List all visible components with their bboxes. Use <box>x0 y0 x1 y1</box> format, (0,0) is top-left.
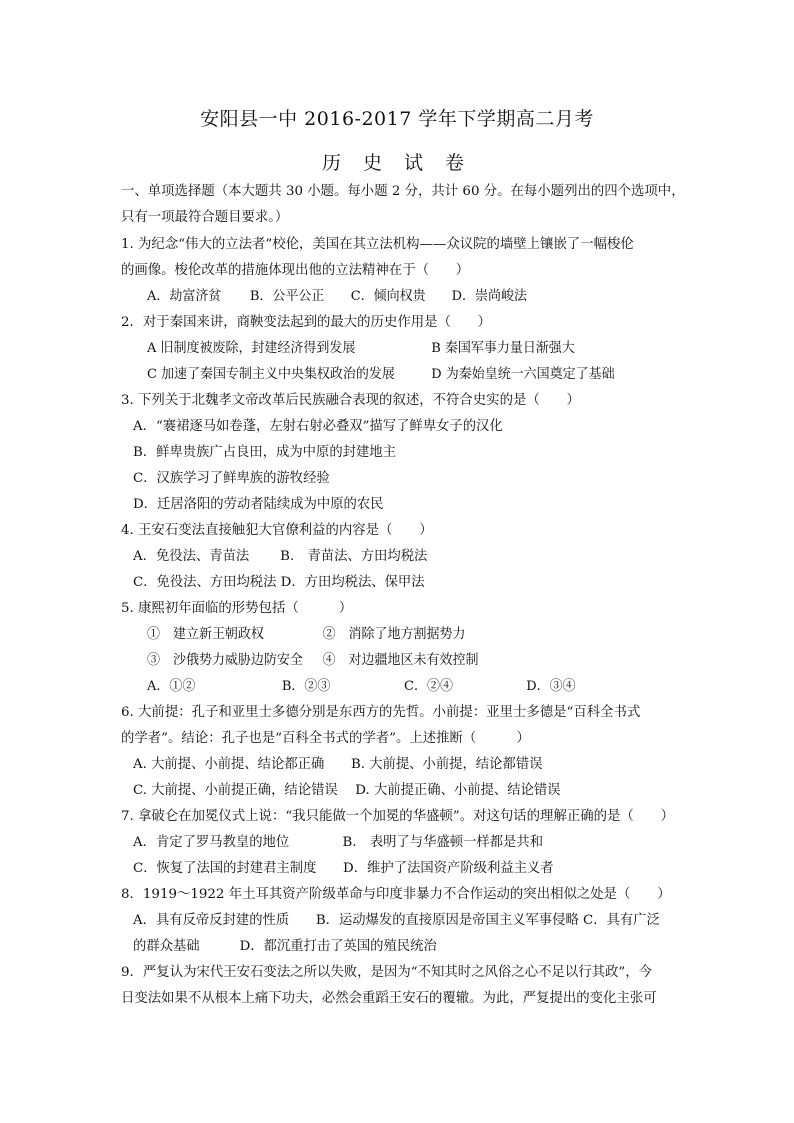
question-7-stem: 7. 拿破仑在加冕仪式上说：“我只能做一个加冕的华盛顿”。对这句话的理解正确的是（ ） <box>121 809 674 824</box>
question-6-options-ab: A. 大前提、小前提、结论都正确 B. 大前提、小前提，结论都错误 <box>133 757 543 772</box>
question-1-option-d: D．崇尚峻法 <box>451 289 527 304</box>
question-5-stem: 5. 康熙初年面临的形势包括（ ） <box>121 601 353 616</box>
question-3-option-c: C．汉族学习了鲜卑族的游牧经验 <box>133 471 330 486</box>
question-5-item-1: ① 建立新王朝政权 <box>147 627 264 642</box>
exam-title: 安阳县一中 2016-2017 学年下学期高二月考 <box>200 108 594 130</box>
question-5-option-c: C．②④ <box>404 679 453 694</box>
question-2-option-d: D 为秦始皇统一六国奠定了基础 <box>431 367 615 382</box>
question-5-option-a: A．①② <box>147 679 196 694</box>
question-5-item-4: ④ 对边疆地区未有效控制 <box>322 653 479 668</box>
question-1-option-a: A．劫富济贫 <box>147 289 222 304</box>
question-5-items-row-2 <box>147 652 700 670</box>
question-8-options-line-2: 的群众基础 D．都沉重打击了英国的殖民统治 <box>133 939 437 954</box>
section-instructions-line-1: 一、单项选择题（本大题共 30 小题。每小题 2 分，共计 60 分。在每小题列出的四个选项中， <box>121 184 685 199</box>
question-5-item-3: ③ 沙俄势力威胁边防安全 <box>147 653 303 668</box>
question-1-line-1: 1. 为纪念“伟大的立法者”校伦，美国在其立法机构——众议院的墙壁上镶嵌了一幅梭伦 <box>121 237 634 252</box>
question-3-option-d: D．迁居洛阳的劳动者陆续成为中原的农民 <box>133 497 384 512</box>
question-2-option-b: B 秦国军事力量日渐强大 <box>431 341 575 356</box>
question-4-stem: 4. 王安石变法直接触犯大官僚利益的内容是（ ） <box>121 523 433 538</box>
question-1-options <box>147 288 700 306</box>
question-1-option-c: C．倾向权贵 <box>350 289 426 304</box>
question-9-line-2: 日变法如果不从根本上痛下功夫，必然会重蹈王安石的覆辙。为此，严复提出的变化主张可 <box>121 991 657 1006</box>
section-instructions-line-2: 只有一项最符合题目要求。） <box>121 210 289 225</box>
question-2-options-row-1 <box>147 340 700 358</box>
question-6-options-cd: C. 大前提、小前提正确，结论错误 D. 大前提正确、小前提、结论错误 <box>133 783 561 798</box>
question-2-option-a: A 旧制度被废除，封建经济得到发展 <box>147 341 356 356</box>
question-6-line-2: 的学者”。结论：孔子也是“百科全书式的学者”。上述推断（ ） <box>121 731 530 746</box>
exam-subtitle: 历 史 试 卷 <box>321 152 473 174</box>
question-5-options <box>147 678 700 696</box>
question-2-stem: 2．对于秦国来讲，商鞅变法起到的最大的历史作用是（ ） <box>121 315 492 330</box>
question-2-options-row-2 <box>147 366 700 384</box>
question-3-option-a: A．“褰裙逐马如卷蓬，左射右射必叠双”描写了鲜卑女子的汉化 <box>133 419 503 434</box>
question-3-stem: 3. 下列关于北魏孝文帝改革后民族融合表现的叙述，不符合史实的是（ ） <box>121 393 580 408</box>
question-1-option-b: B．公平公正 <box>249 289 325 304</box>
question-5-items-row-1 <box>147 626 700 644</box>
question-8-options-line-1: A．具有反帝反封建的性质 B．运动爆发的直接原因是帝国主义军事侵略 C．具有广泛 <box>133 913 660 928</box>
question-5-option-b: B．②③ <box>281 679 331 694</box>
question-9-line-1: 9．严复认为宋代王安石变法之所以失败，是因为“不知其时之风俗之心不足以行其政”，今 <box>121 965 653 980</box>
question-8-stem: 8．1919～1922 年土耳其资产阶级革命与印度非暴力不合作运动的突出相似之处是（ ） <box>121 887 671 902</box>
question-3-option-b: B．鲜卑贵族广占良田，成为中原的封建地主 <box>133 445 396 460</box>
question-7-options-ab: A．肯定了罗马教皇的地位 B. 表明了与华盛顿一样都是共和 <box>133 835 544 850</box>
question-4-options-cd: C．免役法、方田均税法 D．方田均税法、保甲法 <box>133 575 425 590</box>
question-2-option-c: C 加速了秦国专制主义中央集权政治的发展 <box>147 367 395 382</box>
question-1-line-2: 的画像。梭伦改革的措施体现出他的立法精神在于（ ） <box>121 263 470 278</box>
question-5-option-d: D．③④ <box>526 679 576 694</box>
question-7-options-cd: C．恢复了法国的封建君主制度 D．维护了法国资产阶级利益主义者 <box>133 861 554 876</box>
question-6-line-1: 6. 大前提：孔子和亚里士多德分别是东西方的先哲。小前提：亚里士多德是“百科全书式 <box>121 705 641 720</box>
question-4-options-ab: A．免役法、青苗法 B. 青苗法、方田均税法 <box>133 549 428 564</box>
question-5-item-2: ② 消除了地方割据势力 <box>322 627 466 642</box>
